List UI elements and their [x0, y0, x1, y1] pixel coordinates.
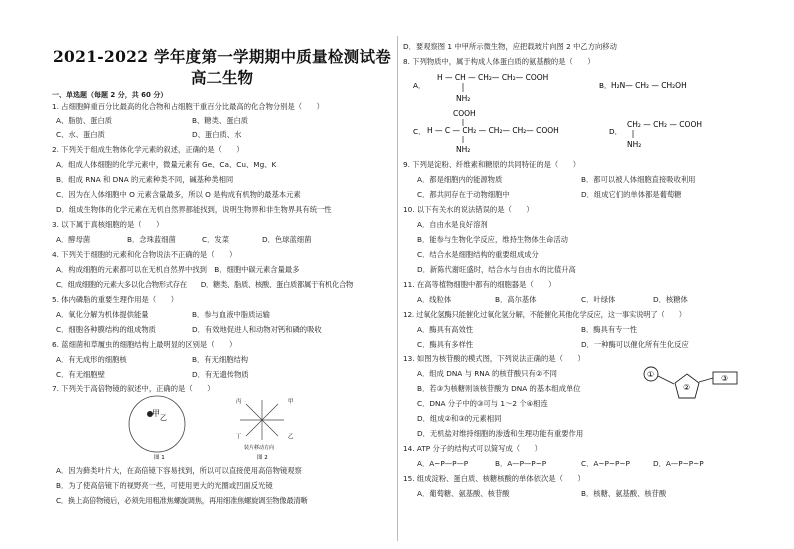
chem-c-chain: H — C — CH₂ — CH₂— CH₂— COOH: [427, 126, 559, 135]
question-9: 9. 下列是淀粉、纤维素和糖原的共同特征的是（ ）: [403, 160, 581, 169]
option-4cd: C．组成细胞的元素大多以化合物形式存在 D．糖类、脂质、核酸、蛋白质都属于有机化合物: [56, 280, 353, 289]
question-11: 11. 在高等植物细胞中都有的细胞器是（ ）: [403, 280, 556, 289]
option-9b: B．都可以被人体细胞直接吸收利用: [581, 175, 696, 184]
question-6: 6. 蓝细菌和草履虫的细胞结构上最明显的区别是（ ）: [52, 340, 237, 349]
amino-acid-structures: [413, 72, 743, 160]
bond-1-2: [658, 376, 674, 384]
option-12c: C．酶具有多样性: [417, 340, 474, 349]
fig1-caption: 图 1: [154, 455, 165, 461]
option-11d: D．核糖体: [653, 295, 688, 304]
question-7: 7. 下列关于高倍物镜的叙述中，正确的是（ ）: [52, 384, 215, 393]
option-7a: A．因为藓类叶片大，在高倍镜下容易找到，所以可以直接使用高倍物镜观察: [56, 466, 302, 475]
option-10d: D．新陈代谢旺盛时，结合水与自由水的比值升高: [417, 265, 576, 274]
fig2-label-yi: 乙: [288, 434, 294, 440]
option-9d: D．组成它们的单体都是葡萄糖: [581, 190, 682, 199]
option-2d: D．组成生物体的化学元素在无机自然界都能找到，说明生物界和非生物界具有统一性: [56, 205, 332, 214]
label-2: ②: [683, 383, 691, 392]
option-5d: D．有效地促进人和动物对钙和磷的吸收: [192, 325, 322, 334]
question-3: 3. 以下属于真核细胞的是（ ）: [52, 220, 164, 229]
label-1: ①: [647, 370, 655, 379]
exam-title: 2021-2022 学年度第一学期期中质量检测试卷: [52, 47, 392, 66]
question-10: 10. 以下有关水的说法错误的是（ ）: [403, 205, 534, 214]
label-3: ③: [721, 374, 729, 383]
option-14a: A．A~P—P—P: [417, 459, 469, 468]
option-10c: C．结合水是细胞结构的重要组成成分: [417, 250, 539, 259]
option-14c: C．A~P~P~P: [581, 459, 630, 468]
option-10a: A．自由水是良好溶剂: [417, 220, 488, 229]
option-15a: A．葡萄糖、氨基酸、核苷酸: [417, 489, 510, 498]
chem-a-chain: H — CH — CH₂— CH₂— COOH: [437, 73, 549, 82]
option-1c: C、水、蛋白质: [56, 130, 105, 139]
fig1-label-jia: 甲: [152, 409, 160, 418]
option-6d: D．有无遗传物质: [192, 370, 249, 379]
option-3d: D．色球蓝细菌: [262, 235, 312, 244]
option-4ab: A．构成细胞的元素都可以在无机自然界中找到 B．细胞中碳元素含量最多: [56, 265, 300, 274]
option-14b: B．A—P—P~P: [495, 459, 547, 468]
option-1a: A、脂肪、蛋白质: [56, 116, 113, 125]
fig2-label-bing: 丙: [236, 399, 242, 405]
option-2b: B．组成 RNA 和 DNA 的元素种类不同，碱基种类相同: [56, 175, 234, 184]
option-6c: C．有无细胞壁: [56, 370, 105, 379]
option-15b: B．核糖、氨基酸、核苷酸: [581, 489, 667, 498]
option-12b: B．酶具有专一性: [581, 325, 638, 334]
question-8: 8. 下列物质中，属于构成人体蛋白质的氨基酸的是（ ）: [403, 57, 595, 66]
chem-d-chain: CH₂ — CH₂ — COOH: [627, 120, 702, 129]
question-15: 15. 组成淀粉、蛋白质、核糖核酸的单体依次是（ ）: [403, 474, 585, 483]
field-of-view-circle: [129, 396, 185, 452]
chem-d-nh2: NH₂: [627, 140, 642, 149]
option-7d: D．要观察图 1 中甲所示微生物，应把载玻片向图 2 中乙方向移动: [403, 42, 617, 51]
option-3c: C．发菜: [202, 235, 229, 244]
fig2-label-ding: 丁: [236, 434, 242, 440]
column-divider: [397, 36, 398, 541]
option-11a: A．线粒体: [417, 295, 452, 304]
question-1: 1. 占细胞鲜重百分比最高的化合物和占细胞干重百分比最高的化合物分别是（ ）: [52, 102, 324, 111]
question-12: 12. 过氧化氢酶只能催化过氧化氢分解，不能催化其他化学反应，这一事实说明了（ ）: [403, 310, 686, 319]
right-column: [403, 0, 745, 549]
option-1d: D、蛋白质、水: [192, 130, 242, 139]
option-9c: C．都共同存在于动物细胞中: [417, 190, 510, 199]
chem-label-b: B．: [599, 81, 612, 90]
option-11c: C．叶绿体: [581, 295, 616, 304]
option-2c: C．因为在人体细胞中 O 元素含量最多，所以 O 是构成有机物的最基本元素: [56, 190, 301, 199]
option-12a: A．酶具有高效性: [417, 325, 474, 334]
option-7b: B．为了使高倍镜下的视野亮一些，可使用更大的光圈或凹面反光镜: [56, 481, 273, 490]
section-heading: 一、单选题（每题 2 分，共 60 分）: [52, 91, 168, 99]
option-6a: A．有无成形的细胞核: [56, 355, 127, 364]
question-2: 2. 下列关于组成生物体化学元素的叙述，正确的是（ ）: [52, 145, 244, 154]
option-12d: D．一种酶可以催化所有生化反应: [581, 340, 689, 349]
option-13a: A．组成 DNA 与 RNA 的核苷酸只有②不同: [417, 369, 557, 378]
chem-b-chain: H₂N— CH₂ — CH₂OH: [611, 81, 687, 90]
fig2-label-jia: 甲: [288, 399, 294, 405]
left-column: [52, 0, 392, 549]
option-11b: B．高尔基体: [495, 295, 537, 304]
question-4: 4. 下列关于细胞的元素和化合物说法不正确的是（ ）: [52, 250, 237, 259]
option-2a: A．组成人体细胞的化学元素中，微量元素有 Ge、Ca、Cu、Mg、K: [56, 160, 277, 169]
chem-label-d: D．: [609, 127, 622, 136]
option-5a: A．氧化分解为机体提供能量: [56, 310, 149, 319]
option-5c: C．细胞各种膜结构的组成物质: [56, 325, 156, 334]
question-5: 5. 体内磷脂的重要生理作用是（ ）: [52, 295, 179, 304]
nucleotide-diagram: [641, 362, 741, 404]
option-5b: B．参与血液中脂质运输: [192, 310, 270, 319]
option-7c: C．换上高倍物镜后，必须先用粗准焦螺旋调焦，再用细准焦螺旋调至物像最清晰: [56, 496, 308, 505]
fig2-move-caption: 装片移动方向: [244, 445, 275, 451]
option-13e: D．无机盐对维持细胞的渗透和生理功能有重要作用: [417, 429, 584, 438]
question-14: 14. ATP 分子的结构式可以简写成（ ）: [403, 444, 542, 453]
bond-2-3: [699, 378, 713, 382]
microscope-figure: [112, 392, 312, 462]
chem-label-c: C．: [413, 127, 426, 136]
option-1b: B、糖类、蛋白质: [192, 116, 249, 125]
chem-a-nh2: NH₂: [456, 94, 471, 103]
option-9a: A．都是细胞内的能源物质: [417, 175, 503, 184]
option-13b: B．若③为核糖则该核苷酸为 DNA 的基本组成单位: [417, 384, 581, 393]
option-10b: B．能参与生物化学反应，维持生物体生命活动: [417, 235, 568, 244]
option-3b: B．念珠蓝细菌: [127, 235, 176, 244]
chem-c-nh2: NH₂: [456, 145, 471, 154]
exam-subtitle: 高二生物: [190, 68, 253, 87]
option-6b: B．有无细胞结构: [192, 355, 249, 364]
fig2-caption: 图 2: [257, 455, 268, 461]
fig1-label-yi: 乙: [160, 414, 167, 422]
chem-label-a: A．: [413, 81, 426, 90]
chem-c-cooh: COOH: [453, 109, 476, 118]
option-3a: A．酵母菌: [56, 235, 91, 244]
option-13d: D．组成②和③的元素相同: [417, 414, 502, 423]
option-14d: D．A—P~P~P: [653, 459, 704, 468]
option-13c: C．DNA 分子中的③可与 1～2 个④相连: [417, 399, 548, 408]
question-13: 13. 如图为核苷酸的模式图，下列说法正确的是（ ）: [403, 354, 585, 363]
